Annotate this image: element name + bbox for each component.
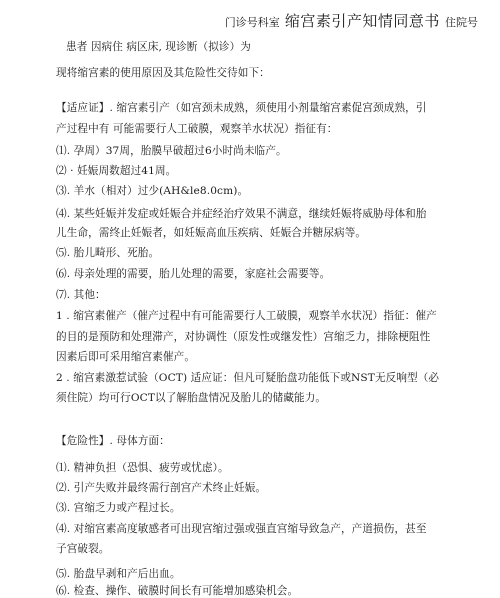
indication-item-3: ⑶. 羊水（相对）过少(AH&le8.0cm)。 [56,185,249,197]
indication-heading-line: 【适应证】. 缩宫素引产（如宫颈未成熟，须使用小剂量缩宫素促宫颈成熟，引 [56,102,427,114]
risk-item-1: ⑴. 精神负担（恐惧、疲劳或忧虑）。 [56,462,229,474]
indication-item-1: ⑴. 孕周）37周，胎膜早破超过6小时尚未临产。 [56,145,287,157]
augmentation-line-3: 因素后即可采用缩宫素催产。 [56,351,196,363]
indication-item-2: ⑵ · 妊娠周数超过41周。 [56,165,177,177]
document-header [225,10,478,31]
document-title: 缩宫素引产知情同意书 [284,12,440,30]
indication-item-4-cont: 儿生命，需终止妊娠者，如妊娠高血压疾病、妊娠合并糖尿病等。 [56,227,367,239]
patient-info-line: 患者 因病住 病区床, 现诊断（拟诊）为 [66,41,251,53]
risk-heading-line: 【危险性】. 母体方面： [56,435,170,447]
indication-item-6: ⑹. 母亲处理的需要，胎儿处理的需要，家庭社会需要等。 [56,268,331,280]
risk-item-5: ⑸. 胎盘早剥和产后出血。 [56,568,181,580]
risk-item-4: ⑷. 对缩宫素高度敏感者可出现宫缩过强或强直宫缩导致急产，产道损伤，甚至 [56,523,427,535]
indication-item-5: ⑸. 胎儿畸形、死胎。 [56,247,160,259]
indication-item-4: ⑷. 某些妊娠并发症或妊娠合并症经治疗效果不满意，继续妊娠将威胁母体和胎 [56,208,427,220]
intro-line: 现将缩宫素的使用原因及其危险性交待如下： [56,67,270,79]
oct-line-1: 2 . 缩宫素激惹试验（OCT) 适应证：但凡可疑胎盘功能低下或NST无反响型（必 [56,372,440,384]
augmentation-line-1: 1 . 缩宫素催产（催产过程中有可能需要行人工破膜，观察羊水状况）指征：催产 [56,310,437,322]
risk-item-4-cont: 子宫破裂。 [56,543,110,555]
risk-item-6: ⑹. 检查、操作、破膜时间长有可能增加感染机会。 [56,585,299,597]
indication-item-7: ⑺. 其他： [56,289,106,301]
risk-item-2: ⑵. 引产失败并最终需行剖宫产术终止妊娠。 [56,482,267,494]
header-suffix: 住院号 [445,16,478,29]
augmentation-line-2: 的目的是预防和处理滞产，对协调性（原发性或继发性）宫缩乏力，排除梗阻性 [56,331,431,343]
indication-text-line: 产过程中有 可能需要行人工破膜，观察羊水状况）指征有： [56,123,338,135]
risk-item-3: ⑶. 宫缩乏力或产程过长。 [56,502,181,514]
oct-line-2: 须住院）均可行OCT以了解胎盘情况及胎儿的储藏能力。 [56,392,327,404]
header-prefix: 门诊号科室 [224,16,280,29]
